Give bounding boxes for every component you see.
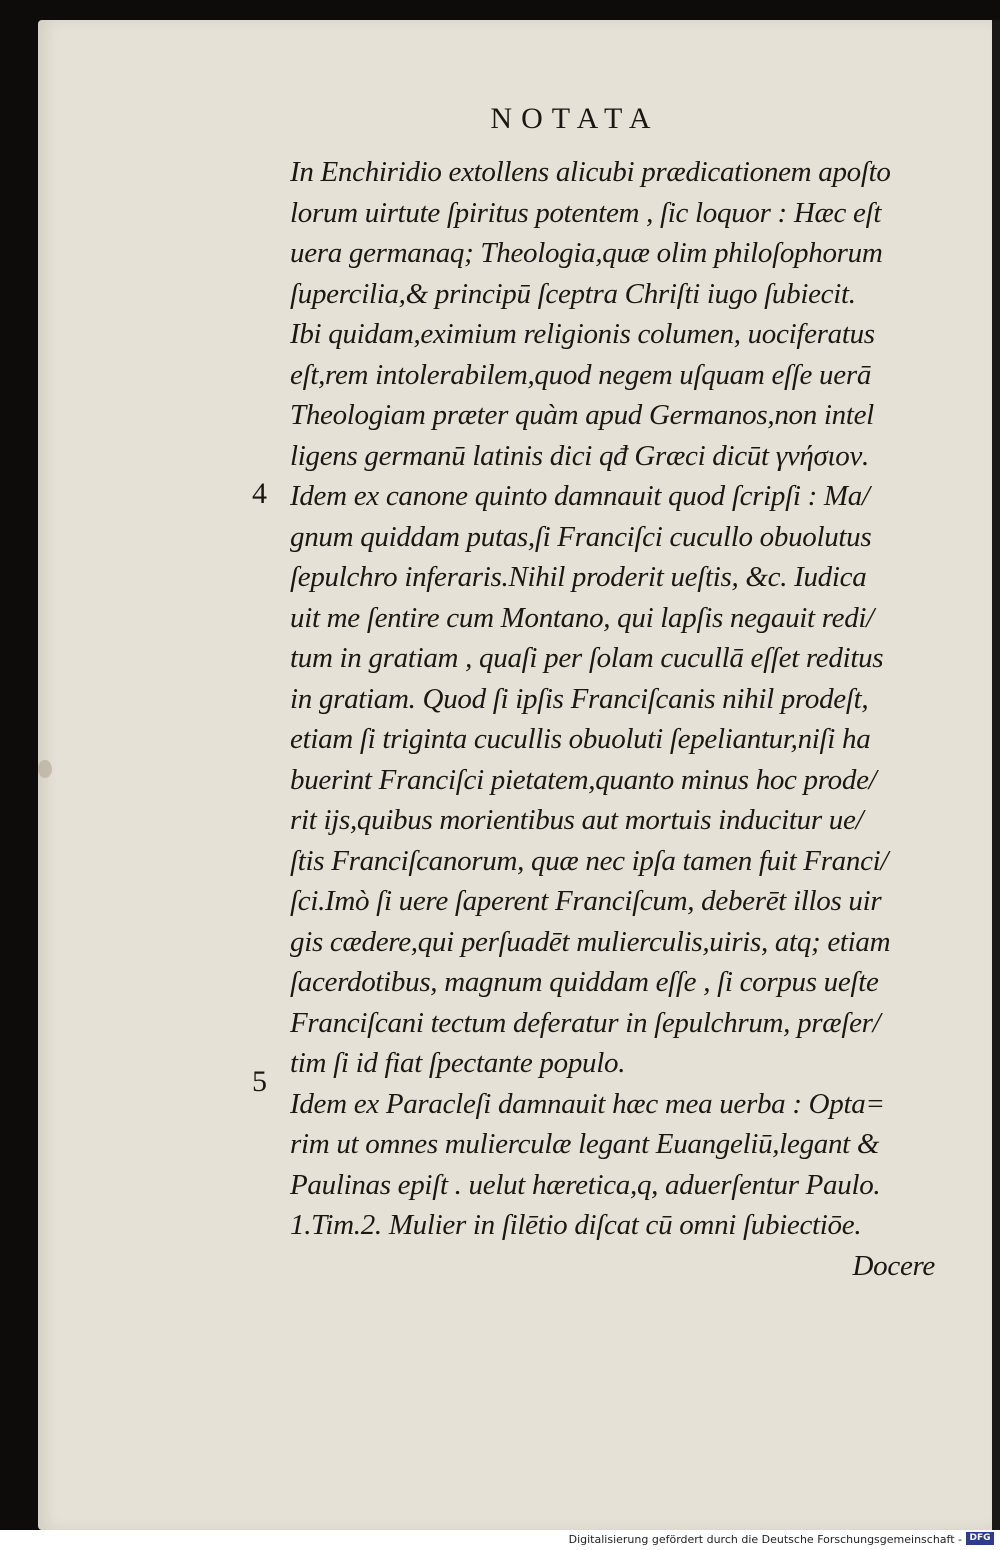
text-line: ligens germanū latinis dici qđ Græci dicūt γνήσιον. (290, 439, 869, 472)
text-line: ſacerdotibus, magnum quiddam eſſe , ſi corpus ueſte (290, 966, 879, 998)
text-line: ſci.Imò ſi uere ſaperent Franciſcum, deberēt illos uir (290, 885, 882, 917)
page-edge (992, 20, 1000, 1530)
text-line: Idem ex Paracleſi damnauit hæc mea uerba : Opta= (290, 1087, 885, 1120)
margin-number-5: 5 (252, 1065, 267, 1098)
text-line: In Enchiridio extollens alicubi prædicationem apoſto (290, 156, 891, 188)
text-line: tum in gratiam , quaſi per ſolam cucullā eſſet reditus (290, 642, 884, 674)
text-line: eſt,rem intolerabilem,quod negem uſquam eſſe uerā (290, 358, 872, 391)
text-line: lorum uirtute ſpiritus potentem , ſic loquor : Hæc eſt (290, 196, 882, 229)
body-text (290, 152, 935, 1286)
text-line: buerint Franciſci pietatem,quanto minus hoc prode/ (290, 763, 877, 796)
text-line: ſupercilia,& principū ſceptra Chriſti iugo ſubiecit. (290, 277, 856, 310)
catchword: Docere (852, 1249, 935, 1282)
text-line: uera germanaq; Theologia,quæ olim philoſophorum (290, 237, 883, 269)
text-line: rit ijs,quibus morientibus aut mortuis inducitur ue/ (290, 804, 864, 836)
text-line: in gratiam. Quod ſi ipſis Franciſcanis nihil prodeſt, (290, 682, 869, 715)
footer-credit: Digitalisierung gefördert durch die Deutsche Forschungsgemeinschaft - (568, 1533, 962, 1546)
text-line: uit me ſentire cum Montano, qui lapſis negauit redi/ (290, 601, 874, 634)
margin-number-4: 4 (252, 477, 267, 510)
running-title: NOTATA (490, 102, 660, 135)
dfg-logo: DFG (966, 1532, 994, 1545)
text-line: Ibi quidam,eximium religionis columen, uociferatus (290, 318, 875, 350)
text-line: gnum quiddam putas,ſi Franciſci cucullo obuolutus (290, 520, 872, 553)
text-line: Theologiam præter quàm apud Germanos,non intel (290, 399, 874, 431)
text-line: Paulinas epiſt . uelut hæretica,q, aduerſentur Paulo. (290, 1168, 881, 1201)
text-line: ſepulchro inferaris.Nihil proderit ueſtis, &c. Iudica (290, 561, 867, 593)
text-line: ſtis Franciſcanorum, quæ nec ipſa tamen fuit Franci/ (290, 844, 889, 877)
text-line: Idem ex canone quinto damnauit quod ſcripſi : Ma/ (290, 480, 870, 512)
text-line: tim ſi id fiat ſpectante populo. (290, 1047, 626, 1079)
text-line: gis cædere,qui perſuadēt mulierculis,uiris, atq; etiam (290, 925, 891, 958)
paper-stain (38, 760, 52, 778)
text-line: 1.Tim.2. Mulier in ſilētio diſcat cū omni ſubiectiōe. (290, 1209, 862, 1241)
text-line: rim ut omnes mulierculæ legant Euangeliū,legant & (290, 1128, 880, 1160)
text-line: Franciſcani tectum deferatur in ſepulchrum, præſer/ (290, 1006, 881, 1039)
text-line: etiam ſi triginta cucullis obuoluti ſepeliantur,niſi ha (290, 723, 871, 755)
